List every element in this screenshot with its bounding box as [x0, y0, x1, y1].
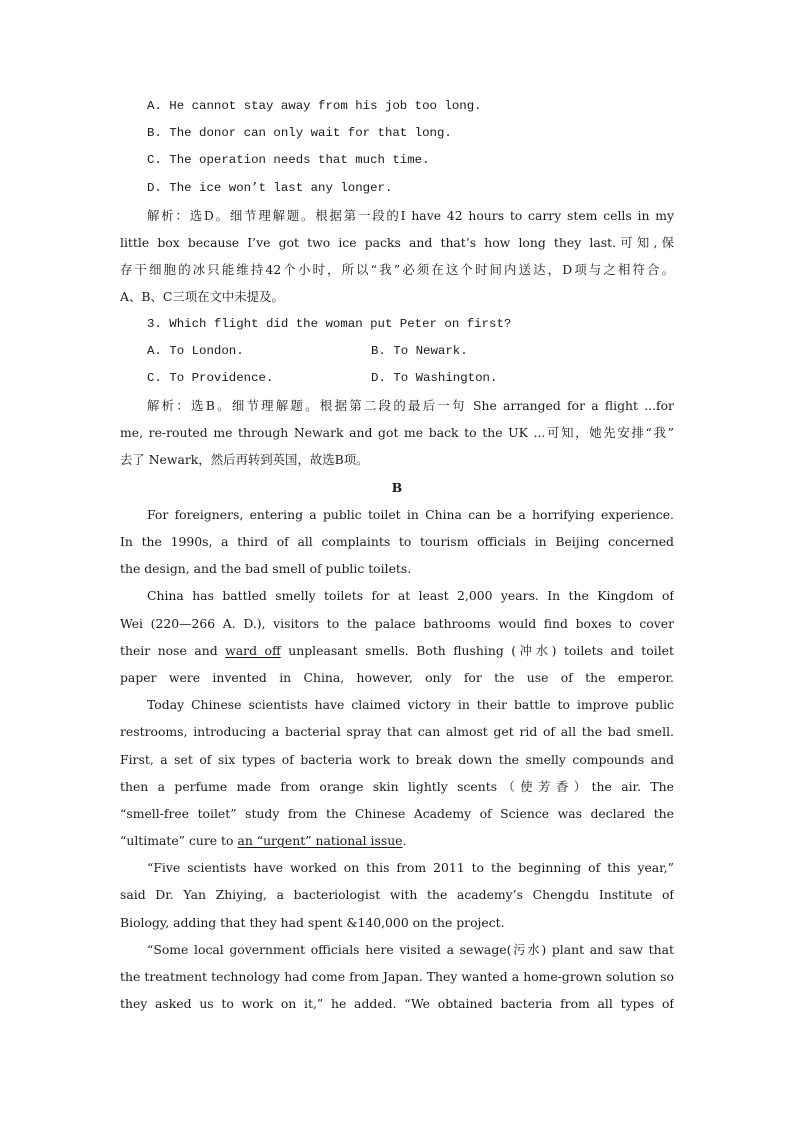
- passage-p1-line-2: In the 1990s, a third of all complaints to tourism officials in Beijing concerned: [120, 534, 674, 549]
- q3-option-d: D. To Washington.: [371, 370, 498, 385]
- analysis-q3-line-1: 解析：选B。细节理解题。根据第二段的最后一句 She arranged for a flight ...for: [147, 398, 674, 414]
- passage-p5-line-3: they asked us to work on it,” he added. “We obtained bacteria from all types of: [120, 996, 674, 1012]
- q3-options-row-1: [120, 338, 674, 365]
- p2-l3-post: unpleasant smells. Both flushing (冲水) toilets and toilet: [280, 642, 674, 658]
- analysis-q2-line-3: 存干细胞的冰只能维持42个小时，所以“我”必须在这个时间内送达，D项与之相符合。: [120, 262, 674, 278]
- passage-p4-line-1: “Five scientists have worked on this from 2011 to the beginning of this year,”: [147, 860, 674, 876]
- passage-p3-line-1: Today Chinese scientists have claimed victory in their battle to improve public: [147, 697, 674, 713]
- section-heading: B: [391, 479, 403, 495]
- q3-option-a: A. To London.: [147, 343, 244, 358]
- p3-l6-pre: “ultimate” cure to: [120, 833, 238, 849]
- analysis-q2-line-1: 解析：选D。细节理解题。根据第一段的I have 42 hours to carry stem cells in my: [147, 207, 674, 223]
- question-3: 3. Which flight did the woman put Peter on first?: [147, 316, 512, 331]
- passage-p2-line-3: [120, 637, 674, 664]
- analysis-q3-line-2: me, re-routed me through Newark and got me back to the UK ...可知，她先安排“我”: [120, 425, 674, 441]
- passage-p1-line-3: the design, and the bad smell of public toilets.: [120, 561, 412, 577]
- analysis-q2-line-4: A、B、C三项在文中未提及。: [120, 289, 284, 305]
- underlined-phrase-urgent-issue: an “urgent” national issue: [237, 833, 403, 849]
- passage-p4-line-2: said Dr. Yan Zhiying, a bacteriologist with the academy’s Chengdu Institute of: [120, 887, 674, 903]
- analysis-q2-line-2: little box because I’ve got two ice packs and that’s how long they last.可知,保: [120, 234, 674, 250]
- passage-p2-line-1: China has battled smelly toilets for at least 2,000 years. In the Kingdom of: [147, 588, 674, 604]
- passage-p2-line-2: Wei (220—266 A. D.), visitors to the palace bathrooms would find boxes to cover: [120, 615, 674, 631]
- passage-p5-line-2: the treatment technology had come from Japan. They wanted a home-grown solution so: [120, 969, 674, 984]
- p2-l3-pre: their nose and: [120, 642, 226, 658]
- analysis-q3-line-3: 去了 Newark，然后再转到英国，故选B项。: [120, 452, 369, 468]
- passage-p3-line-6: [120, 827, 674, 854]
- passage-p5-line-1: “Some local government officials here visited a sewage(污水) plant and saw that: [147, 941, 674, 957]
- option-d: D. The ice won’t last any longer.: [147, 180, 393, 195]
- passage-p3-line-2: restrooms, introducing a bacterial spray that can almost get rid of all the bad smell.: [120, 724, 674, 740]
- passage-p2-line-4: paper were invented in China, however, only for the use of the emperor.: [120, 669, 674, 685]
- passage-p3-line-3: First, a set of six types of bacteria work to break down the smelly compounds and: [120, 751, 674, 767]
- passage-p1-line-1: For foreigners, entering a public toilet in China can be a horrifying experience.: [147, 506, 674, 522]
- option-a: A. He cannot stay away from his job too long.: [147, 99, 482, 113]
- underlined-phrase-ward-off: ward off: [225, 642, 281, 658]
- option-b: B. The donor can only wait for that long.: [147, 126, 452, 141]
- option-c: C. The operation needs that much time.: [147, 153, 430, 168]
- q3-option-b: B. To Newark.: [371, 343, 468, 358]
- p3-l6-post: .: [402, 833, 407, 849]
- passage-p4-line-3: Biology, adding that they had spent &140,000 on the project.: [120, 914, 505, 930]
- passage-p3-line-5: “smell-free toilet” study from the Chinese Academy of Science was declared the: [120, 805, 674, 821]
- passage-p3-line-4: then a perfume made from orange skin lightly scents（使芳香）the air. The: [120, 778, 674, 794]
- document-page: [120, 93, 674, 1017]
- q3-option-c: C. To Providence.: [147, 370, 274, 385]
- q3-options-row-2: [120, 365, 674, 392]
